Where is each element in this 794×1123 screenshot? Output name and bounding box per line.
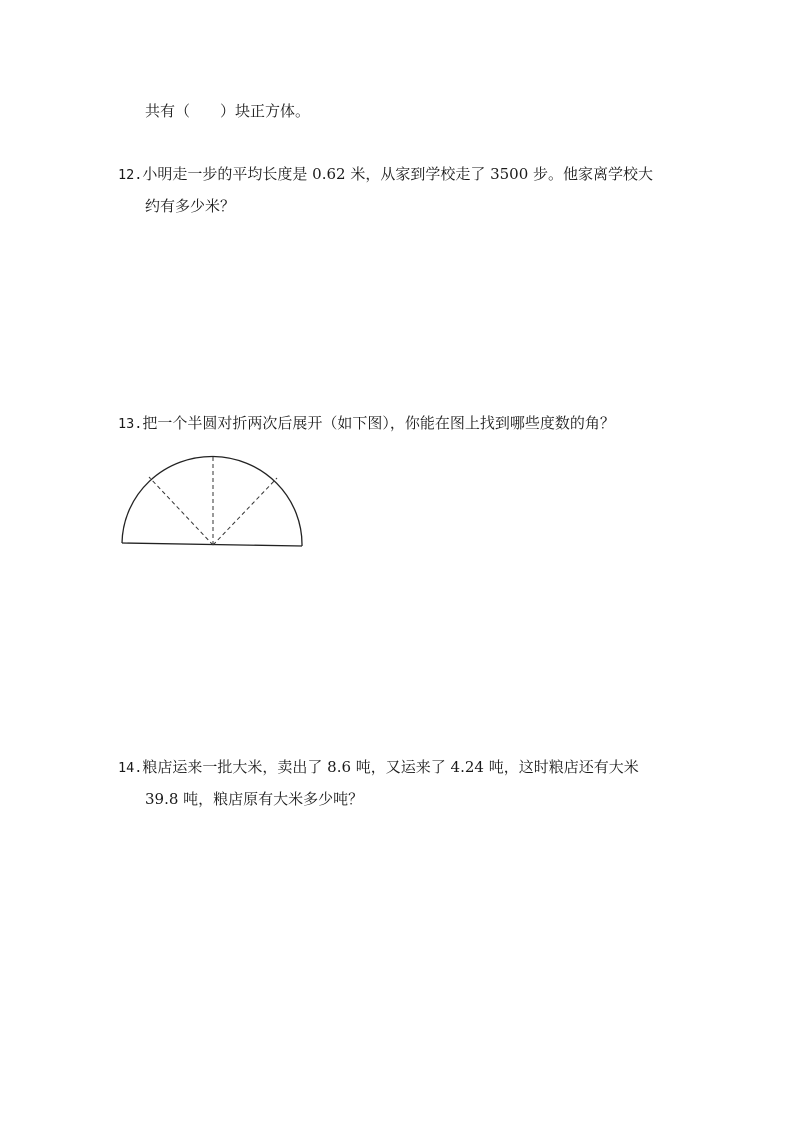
q12-text-line2: 约有多少米？ (145, 197, 236, 215)
folded-semicircle-figure (118, 450, 318, 555)
semicircle-arc (122, 456, 302, 546)
q11-continuation-text: 共有（ ）块正方体。 (145, 102, 311, 120)
q12-number: 12. (118, 167, 143, 183)
question-13 (118, 413, 615, 434)
q12-text-line1: 小明走一步的平均长度是 0.62 米，从家到学校走了 3500 步。他家离学校大 (142, 165, 654, 183)
q14-text-line1: 粮店运来一批大米，卖出了 8.6 吨，又运来了 4.24 吨，这时粮店还有大米 (142, 758, 639, 776)
fold-line-left (149, 477, 213, 545)
q14-text-line2: 39.8 吨，粮店原有大米多少吨？ (145, 790, 364, 808)
q13-text-line1: 把一个半圆对折两次后展开（如下图），你能在图上找到哪些度数的角？ (142, 414, 615, 432)
q13-number: 13. (118, 416, 143, 432)
question-12 (118, 164, 653, 185)
q14-number: 14. (118, 760, 143, 776)
fold-line-right (213, 478, 277, 545)
question-14 (118, 757, 639, 778)
